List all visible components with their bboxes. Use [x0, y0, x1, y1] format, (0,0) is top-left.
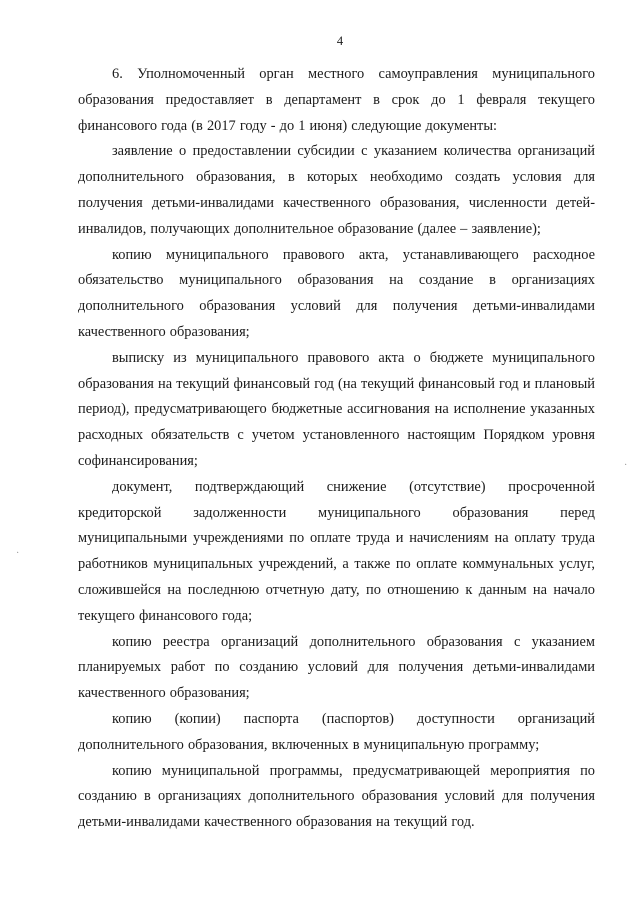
paragraph-6: копию реестра организаций дополнительного образования с указанием планируемых работ по созданию условий для получения детьми-инвалидами качественного образования; [78, 633, 595, 702]
page-number: 4 [336, 34, 344, 48]
paragraph-7: копию (копии) паспорта (паспортов) доступности организаций дополнительного образования, включенных в муниципальную программу; [78, 710, 595, 753]
paragraph-8: копию муниципальной программы, предусматривающей мероприятия по созданию в организациях дополнительного образования условий для получения детьми-инвалидами качественного образования на текущий год. [78, 762, 595, 831]
paragraph-5: документ, подтверждающий снижение (отсутствие) просроченной кредиторской задолженности муниципального образования перед муниципальными учреждениями по оплате труда и начислениям на оплату труда работников муниципальных учреждений, а также по оплате коммунальных услуг, сложившейся на последнюю отчетную дату, по отношению к данным на начало текущего финансового года; [78, 478, 595, 624]
paragraph-3: копию муниципального правового акта, устанавливающего расходное обязательство муниципального образования на создание в организациях дополнительного образования условий для получения детьми-инвалидами качественного образования; [78, 246, 595, 340]
paragraph-4: выписку из муниципального правового акта о бюджете муниципального образования на текущий финансовый год (на текущий финансовый год и плановый период), предусматривающего бюджетные ассигнования на исполнение указанных расходных обязательств с учетом установленного настоящим Порядком уровня софинансирования; [78, 349, 595, 469]
paragraph-1: 6. Уполномоченный орган местного самоуправления муниципального образования предоставляет в департамент в срок до 1 февраля текущего финансового года (в 2017 году - до 1 июня) следующие документы: [78, 66, 595, 134]
left-margin-mark: · [16, 548, 20, 559]
paragraph-2: заявление о предоставлении субсидии с указанием количества организаций дополнительного образования, в которых необходимо создать условия для получения детьми-инвалидами качественного образования, численности детей-инвалидов, получающих дополнительное образование (далее – заявление); [78, 143, 595, 237]
document-body [78, 62, 595, 836]
right-margin-mark: · [624, 460, 628, 471]
